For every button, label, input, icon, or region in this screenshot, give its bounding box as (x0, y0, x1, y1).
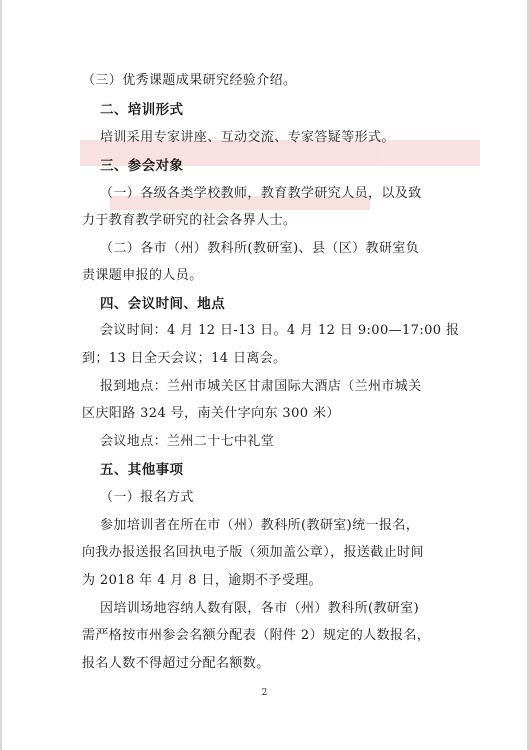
registration-p2-line2: 需严格按市州参会名额分配表（附件 2）规定的人数报名， (82, 628, 431, 643)
meeting-time-line1: 会议时间：4 月 12 日-13 日。4 月 12 日 9:00—17:00 报 (100, 323, 460, 338)
registration-p1-line1: 参加培训者在所在市（州）教科所(教研室)统一报名， (100, 518, 420, 533)
checkin-location-line1: 报到地点：兰州市城关区甘肃国际大酒店（兰州市城关 (100, 379, 422, 394)
page-number: 2 (261, 688, 268, 698)
registration-p1-line3: 为 2018 年 4 月 8 日，逾期不予受理。 (82, 573, 323, 588)
item-3: （三）优秀课题成果研究经验介绍。 (82, 73, 297, 88)
meeting-time-line2: 到；13 日全天会议；14 日离会。 (82, 351, 287, 366)
page-left-edge (0, 0, 2, 750)
registration-p1-line2: 向我办报送报名回执电子版（须加盖公章），报送截止时间 (82, 545, 424, 560)
section-2-body: 培训采用专家讲座、互动交流、专家答疑等形式。 (100, 130, 395, 145)
section-4-heading: 四、会议时间、地点 (100, 296, 226, 312)
registration-subheading: （一）报名方式 (100, 490, 194, 505)
registration-p2-line3: 报名人数不得超过分配名额数。 (82, 656, 270, 671)
meeting-venue: 会议地点：兰州二十七中礼堂 (100, 434, 275, 449)
section-3-heading: 三、参会对象 (100, 158, 184, 174)
section-3-p1-line2: 力于教育教学研究的社会各界人士。 (82, 213, 297, 228)
checkin-location-line2: 区庆阳路 324 号，南关什字向东 300 米） (82, 406, 340, 421)
section-2-heading: 二、培训形式 (100, 102, 184, 118)
section-3-p2-line1: （二）各市（州）教科所(教研室)、县（区）教研室负 (100, 241, 420, 256)
registration-p2-line1: 因培训场地容纳人数有限，各市（州）教科所(教研室) (100, 601, 420, 616)
section-5-heading: 五、其他事项 (100, 462, 184, 478)
section-3-p1-line1: （一）各级各类学校教师，教育教学研究人员，以及致 (100, 186, 422, 201)
section-3-p2-line2: 责课题申报的人员。 (82, 268, 203, 283)
